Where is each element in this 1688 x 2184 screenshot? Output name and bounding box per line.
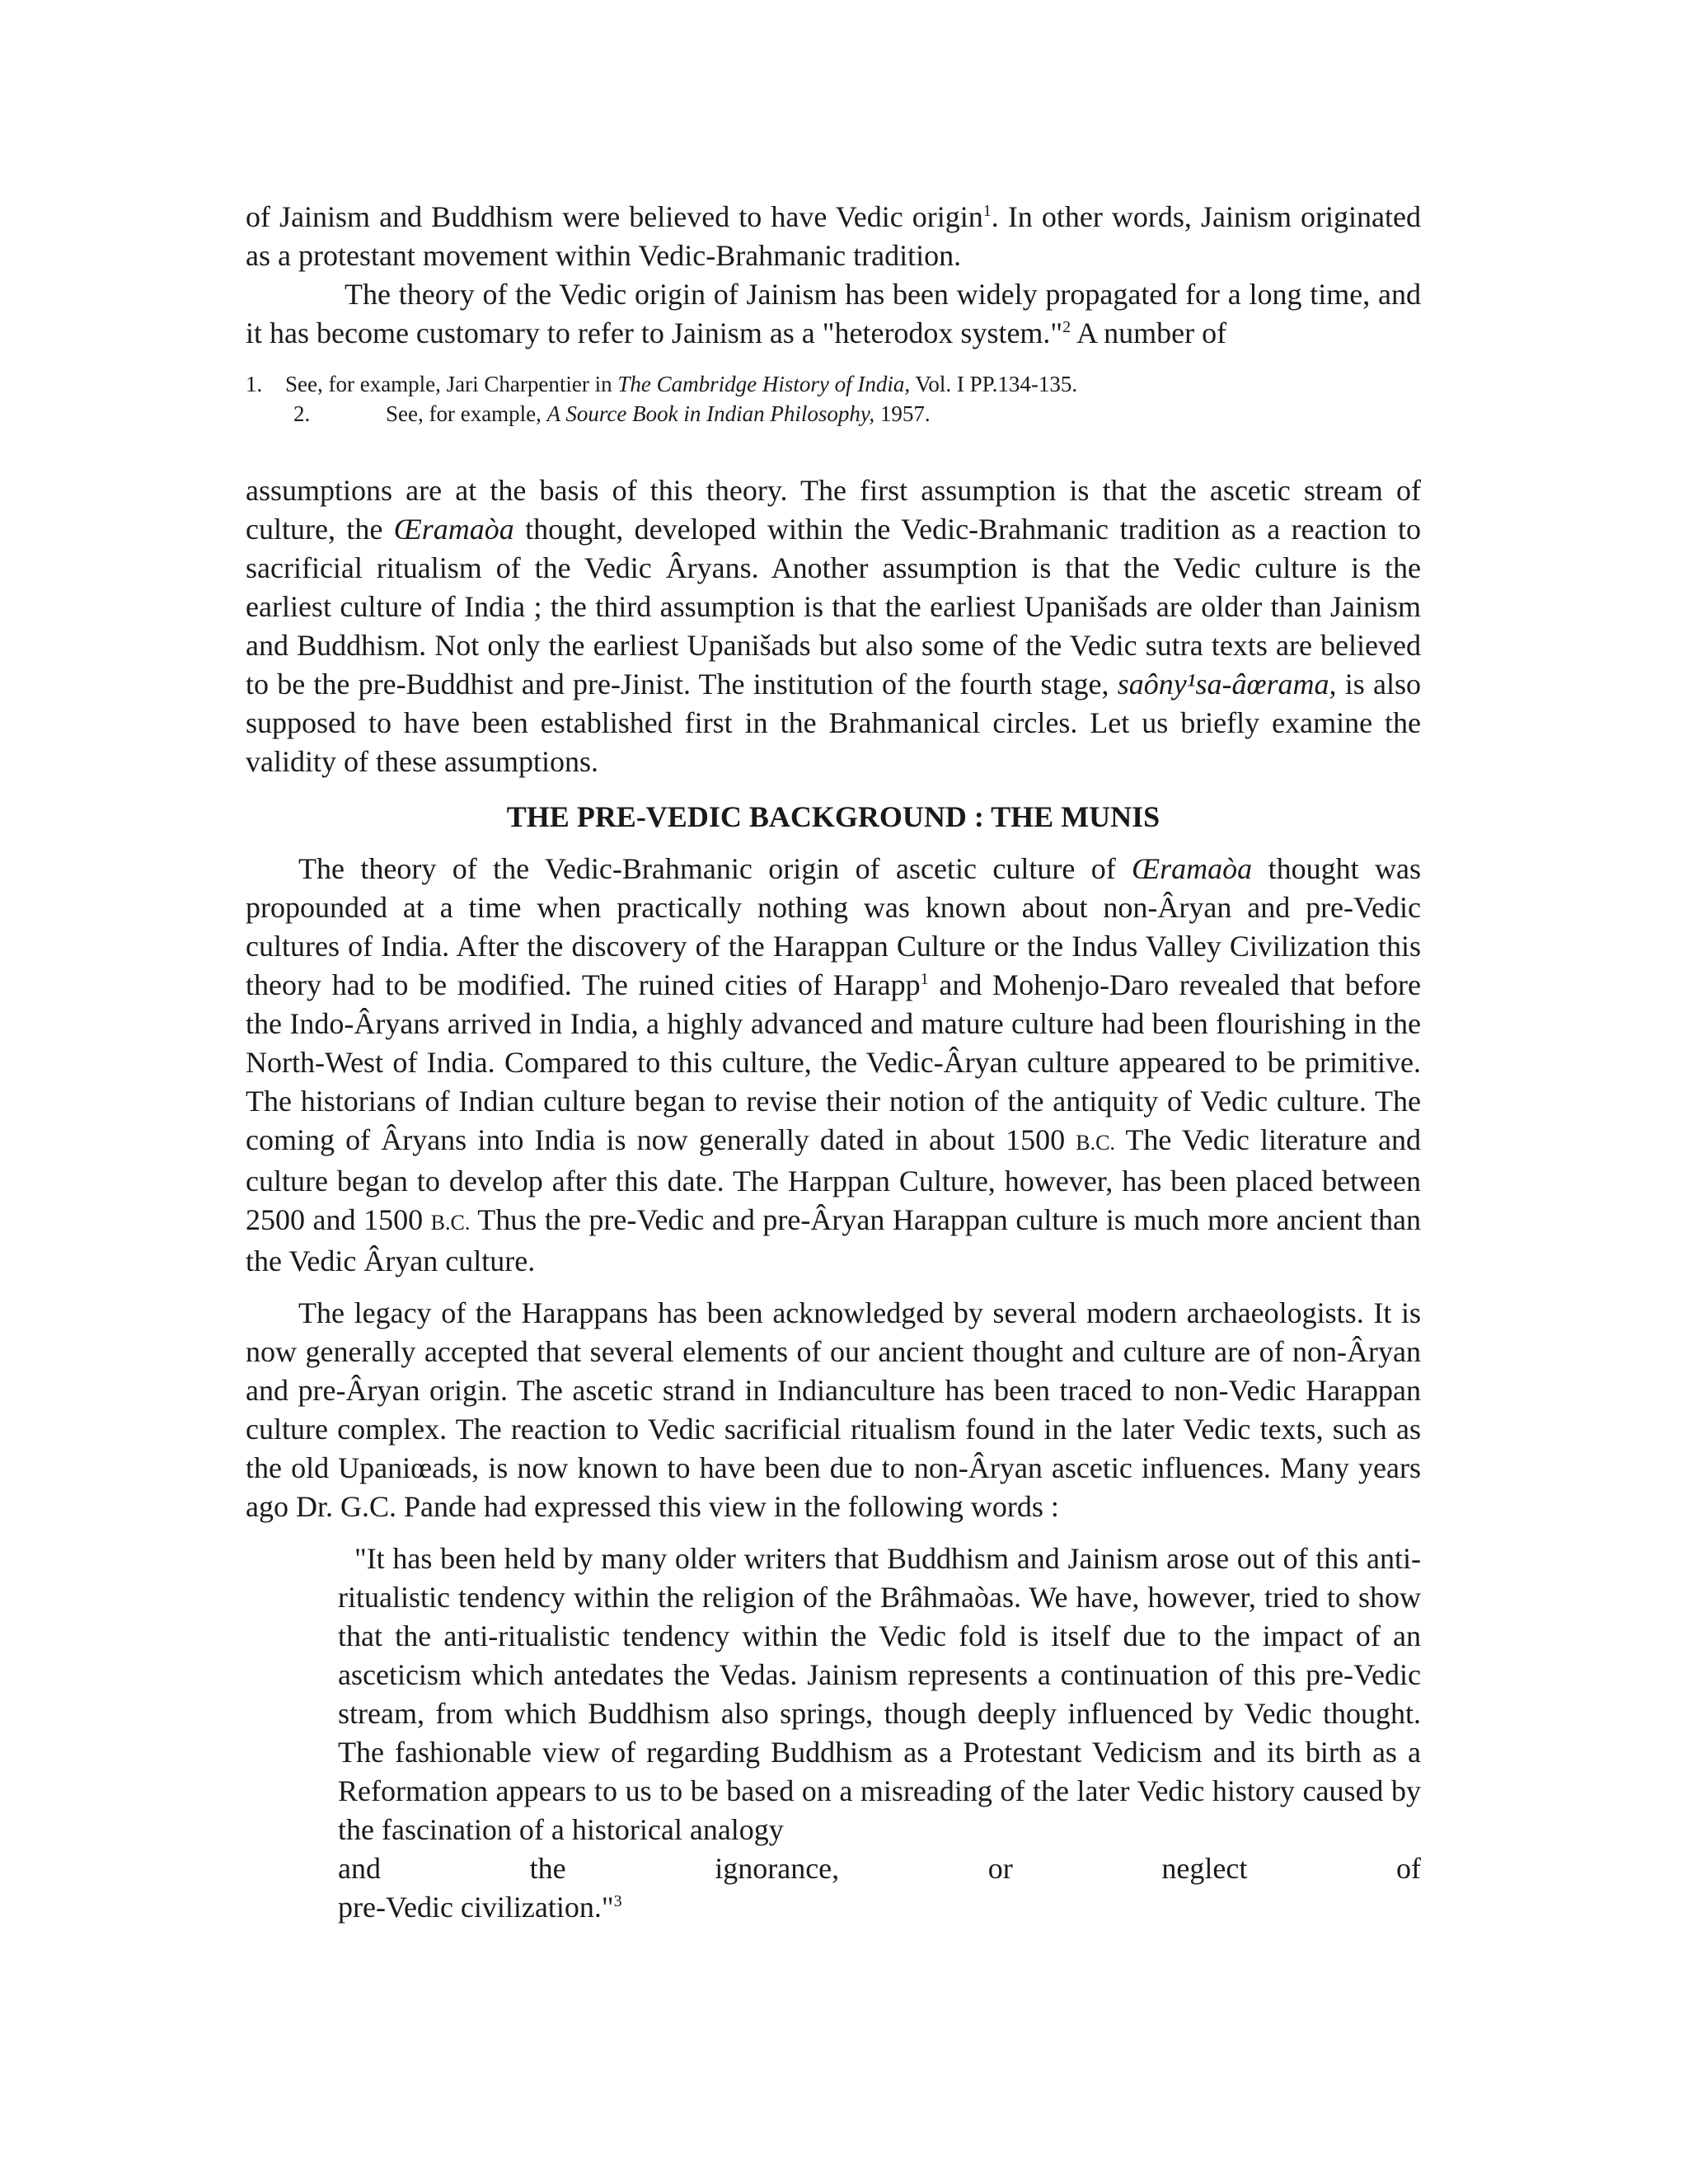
footnote-1: 1. See, for example, Jari Charpentier in The Cambridge History of India, Vol. I PP.134-135. xyxy=(246,372,1078,396)
block-quote xyxy=(338,1540,1421,1927)
section-heading: THE PRE-VEDIC BACKGROUND : THE MUNIS xyxy=(506,800,1160,833)
quote-body: "It has been held by many older writers that Buddhism and Jainism arose out of this anti-ritualistic tendency within the religion of the Brâhmaòas. We have, however, tried to show that the anti-ritualistic tendency within the Vedic fold is itself due to the impact of an asceticism which antedates the Vedas. Jainism represents a continuation of this pre-Vedic stream, from which Buddhism also springs, though deeply influenced by Vedic thought. The fashionable view of regarding Buddhism as a Protestant Vedicism and its birth as a Reformation appears to us to be based on a misreading of the later Vedic history caused by the fascination of a historical analogy xyxy=(338,1542,1421,1846)
paragraph-harappan: The theory of the Vedic-Brahmanic origin of ascetic culture of Œramaòa thought was propounded at a time when practically nothing was known about non-Âryan and pre-Vedic cultures of India. After the discovery of the Harappan Culture or the Indus Valley Civilization this theory had to be modified. The ruined cities of Harapp$^1$ and Mohenjo-Daro revealed that before the Indo-Âryans arrived in India, a highly advanced and mature culture had been flourishing in the North-West of India. Compared to this culture, the Vedic-Âryan culture appeared to be primitive. The historians of Indian culture began to revise their notion of the antiquity of Vedic culture. The coming of Âryans into India is now generally dated in about 1500 B.C. The Vedic literature and culture began to develop after this date. The Harppan Culture, however, has been placed between 2500 and 1500 B.C. Thus the pre-Vedic and pre-Âryan Harappan culture is much more ancient than the Vedic Âryan culture. xyxy=(246,852,1421,1277)
quote-last-line: pre-Vedic civilization."$^3$ xyxy=(338,1891,622,1924)
paragraph-assumptions: assumptions are at the basis of this theory. The first assumption is that the ascetic stream of culture, the Œramaòa thought, developed within the Vedic-Brahmanic tradition as a reaction to sacrificial ritualism of the Vedic Âryans. Another assumption is that the Vedic culture is the earliest culture of India ; the third assumption is that the earliest Upanišads are older than Jainism and Buddhism. Not only the earliest Upanišads but also some of the Vedic sutra texts are believed to be the pre-Buddhist and pre-Jinist. The institution of the fourth stage, saôny¹sa-âœrama, is also supposed to have been established first in the Brahmanical circles. Let us briefly examine the validity of these assumptions. xyxy=(246,474,1421,778)
page-break-gap xyxy=(246,429,1421,471)
footnote-ref-2[interactable]: 2 xyxy=(1062,318,1071,336)
paragraph-opening: of Jainism and Buddhism were believed to have Vedic origin$^1$. In other words, Jainism originated as a protestant movement within Vedic-Brahmanic tradition. xyxy=(246,200,1421,272)
footnote-ref-1[interactable]: 1 xyxy=(982,202,992,220)
page-content xyxy=(246,198,1421,1927)
footnote-ref-3[interactable]: 3 xyxy=(613,1892,622,1910)
paragraph-vedic-origin-theory: The theory of the Vedic origin of Jainism has been widely propagated for a long time, and it has become customary to refer to Jainism as a "heterodox system."$^2$ A number of xyxy=(246,278,1421,349)
footnote-2: 2. See, for example, A Source Book in Indian Philosophy, 1957. xyxy=(293,401,931,426)
paragraph-legacy: The legacy of the Harappans has been acknowledged by several modern archaeologists. It is now generally accepted that several elements of our ancient thought and culture are of non-Âryan and pre-Âryan origin. The ascetic strand in Indianculture has been traced to non-Vedic Harappan culture complex. The reaction to Vedic sacrificial ritualism found in the later Vedic texts, such as the old Upaniœads, is now known to have been due to non-Âryan ascetic influences. Many years ago Dr. G.C. Pande had expressed this view in the following words : xyxy=(246,1296,1421,1523)
quote-spread-line: and the ignorance, or neglect of xyxy=(338,1852,1421,1885)
footnotes xyxy=(246,369,1421,429)
